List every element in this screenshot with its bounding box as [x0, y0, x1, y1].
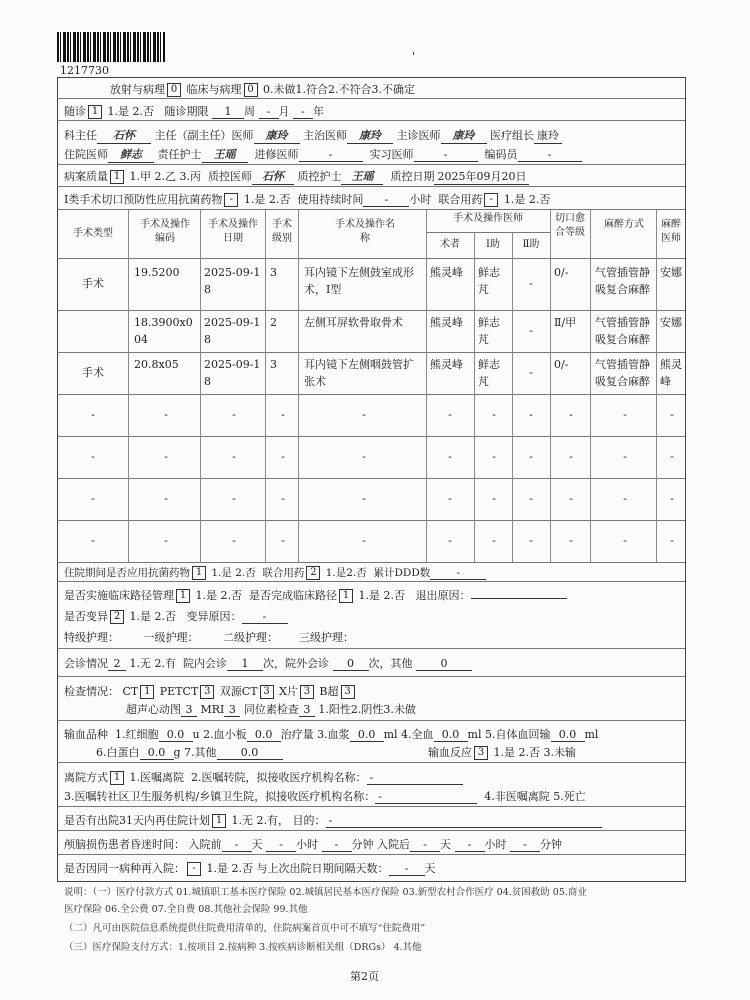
exam-row-1: 检查情况： CT 1 PETCT 3 双源CT 3 X片 3 B超 3 — [64, 683, 357, 699]
header-date: 手术及操作日期 — [208, 219, 258, 244]
cell-anesthetist: 熊灵峰 — [660, 358, 682, 388]
cell-date: - — [232, 534, 236, 547]
cell-anesthesia: - — [623, 534, 627, 547]
cell-incision: - — [569, 450, 573, 463]
note-3: （二）凡可由医院信息系统提供住院费用清单的，住院病案首页中可不填写“住院费用” — [64, 923, 426, 934]
cell-code: 19.5200 — [134, 266, 180, 279]
header-assistant2: Ⅱ助 — [522, 239, 540, 250]
cell-date: 2025-09-18 — [204, 358, 261, 388]
cell-date: - — [232, 408, 236, 421]
note-4: （三）医疗保险支付方式：1.按项目 2.按病种 3.按疾病诊断相关组（DRGs） 4.其他 — [64, 942, 422, 953]
hospital-antibiotic-row: 住院期间是否应用抗菌药物 1 1.是 2.否 联合用药 2 1.是2.否 累计DDD数 - — [64, 565, 486, 580]
header-incision: 切口愈合等级 — [555, 213, 585, 238]
cell-assistant1: 鲜志芃 — [478, 358, 500, 388]
cell-date: 2025-09-18 — [204, 316, 261, 346]
followup-box[interactable]: 1 — [88, 105, 102, 119]
same-disease-readmit-row: 是否因同一病种再入院： - 1.是 2.否 与上次出院日期间隔天数： - 天 — [64, 862, 436, 875]
header-surgeon: 术者 — [440, 239, 460, 250]
header-anesthesia: 麻醉方式 — [604, 219, 644, 230]
cell-type: - — [91, 534, 95, 547]
cell-assistant2: - — [529, 366, 533, 379]
cell-code: - — [164, 534, 168, 547]
team-leader: 康玲 — [534, 127, 562, 144]
mark: ' — [412, 50, 416, 63]
cell-assistant1: - — [492, 450, 496, 463]
chief-signature: 康玲 — [441, 127, 487, 144]
nurse-signature: 王瑶 — [202, 146, 248, 163]
cell-level: 2 — [270, 316, 277, 329]
radiology-pathology-box[interactable]: 0 — [167, 83, 181, 97]
cell-assistant1: - — [492, 408, 496, 421]
staff-row-2: 住院医师 鲜志 责任护士 王瑶 进修医师 - 实习医师 - 编码员 - — [64, 146, 582, 163]
cell-anesthetist: - — [670, 450, 674, 463]
transfusion-reaction: 输血反应 3 1.是 2.否 3.未输 — [428, 746, 576, 759]
cell-type: - — [91, 408, 95, 421]
staff-row-1: 科主任 石怀 主任（副主任）医师 康玲 主治医师 康玲 主诊医师 康玲 医疗组长 康玲 — [64, 127, 562, 144]
nursing-level-row: 特级护理： 一级护理： 二级护理： 三级护理： — [64, 631, 354, 644]
header-surgeons: 手术及操作医师 — [453, 213, 523, 224]
cell-incision: 0/- — [554, 358, 569, 371]
deputy-signature: 康玲 — [254, 127, 300, 144]
cell-surgeon: 熊灵峰 — [430, 266, 463, 279]
cell-surgeon: 熊灵峰 — [430, 358, 463, 371]
resident-signature: 鲜志 — [108, 146, 154, 163]
cell-date: - — [232, 492, 236, 505]
cell-name: - — [362, 408, 366, 421]
cell-anesthesia: - — [623, 492, 627, 505]
cell-anesthetist: - — [670, 534, 674, 547]
cell-type: 手术 — [82, 277, 104, 290]
attending-signature: 康玲 — [347, 127, 393, 144]
note-1: 说明：（一）医疗付款方式 01.城镇职工基本医疗保险 02.城镇居民基本医疗保险 03.新型农村合作医疗 04.贫困救助 05.商业 — [64, 887, 587, 898]
cell-type: - — [91, 450, 95, 463]
cell-code: - — [164, 450, 168, 463]
cell-incision: - — [569, 534, 573, 547]
variation-row: 是否变异 2 1.是 2.否 变异原因： - — [64, 608, 288, 624]
cell-surgeon: - — [448, 450, 452, 463]
discharge-row-2: 3.医嘱转社区卫生服务机构/乡镇卫生院，拟接收医疗机构名称： - 4.非医嘱离院 5.死亡 — [64, 790, 586, 803]
cell-name: 左侧耳屏软骨取骨术 — [304, 316, 403, 329]
cell-code: - — [164, 492, 168, 505]
cell-assistant1: 鲜志芃 — [478, 266, 500, 296]
cell-anesthetist: 安娜 — [660, 316, 682, 329]
cell-anesthetist: - — [670, 492, 674, 505]
cell-date: - — [232, 450, 236, 463]
cell-anesthesia: 气管插管静吸复合麻醉 — [595, 266, 650, 296]
clinical-pathology-box[interactable]: 0 — [244, 83, 258, 97]
quality-row: 病案质量 1 1.甲 2.乙 3.丙 质控医师 石怀 质控护士 王瑶 质控日期 2025年09月20日 — [64, 168, 529, 185]
cell-code: 18.3900x004 — [134, 316, 193, 346]
cell-name: 耳内镜下左侧鼓室成形术，Ⅰ型 — [304, 266, 414, 296]
cell-anesthetist: 安娜 — [660, 266, 682, 279]
cell-code: 20.8x05 — [134, 358, 179, 371]
prophylactic-antibiotic-row: I类手术切口预防性应用抗菌药物 - 1.是 2.否 使用持续时间 - 小时 联合用药 - 1.是 2.否 — [64, 193, 551, 206]
cell-assistant1: - — [492, 492, 496, 505]
readmission-plan-row: 是否有出院31天内再住院计划 1 1.无 2.有， 目的： - — [64, 812, 602, 828]
cell-assistant2: - — [529, 534, 533, 547]
cell-surgeon: - — [448, 534, 452, 547]
cell-assistant2: - — [529, 450, 533, 463]
cell-level: - — [281, 534, 285, 547]
cell-anesthesia: 气管插管静吸复合麻醉 — [595, 358, 650, 388]
barcode-number: 1217730 — [60, 64, 109, 77]
header-level: 手术级别 — [272, 219, 292, 244]
note-2: 医疗保险 06.全公费 07.全自费 08.其他社会保险 99.其他 — [64, 904, 308, 915]
barcode — [57, 32, 165, 62]
consult-row: 会诊情况 2 1.无 2.有 院内会诊 1 次，院外会诊 0 次，其他 0 — [64, 655, 472, 671]
cell-surgeon: - — [448, 492, 452, 505]
transfusion-row-2: 6.白蛋白 0.0 g 7.其他 0.0 — [96, 744, 283, 760]
cell-surgeon: - — [448, 408, 452, 421]
cell-assistant1: - — [492, 534, 496, 547]
qc-nurse-signature: 王瑶 — [341, 168, 383, 185]
cell-assistant2: - — [529, 277, 533, 290]
followup-row: 随诊 1 1.是 2.否 随诊期限 1 周 - 月 - 年 — [64, 105, 324, 118]
cell-anesthesia: 气管插管静吸复合麻醉 — [595, 316, 650, 346]
cell-name: - — [362, 492, 366, 505]
cell-type: - — [91, 492, 95, 505]
pathology-row: 放射与病理 0 临床与病理 0 0.未做1.符合2.不符合3.不确定 — [110, 83, 415, 96]
followup-period-value[interactable]: 1 — [212, 105, 244, 119]
quality-box[interactable]: 1 — [110, 170, 124, 184]
cell-incision: - — [569, 408, 573, 421]
cell-level: 3 — [270, 358, 277, 371]
cell-surgeon: 熊灵峰 — [430, 316, 463, 329]
cell-incision: 0/- — [554, 266, 569, 279]
cell-assistant2: - — [529, 324, 533, 337]
clinical-pathway-row: 是否实施临床路径管理 1 1.是 2.否 是否完成临床路径 1 1.是 2.否 退出原因： — [64, 587, 567, 603]
cell-incision: - — [569, 492, 573, 505]
transfusion-row-1: 输血品种 1.红细胞 0.0 u 2.血小板 0.0 治疗量 3.血浆 0.0 ml 4.全血 0.0 ml 5.自体血回输 0.0 ml — [64, 728, 599, 741]
cell-type: 手术 — [82, 366, 104, 379]
cell-name: 耳内镜下左侧咽鼓管扩张术 — [304, 358, 414, 388]
header-name: 手术及操作名称 — [335, 219, 395, 244]
cell-level: 3 — [270, 266, 277, 279]
page-number: 第2页 — [350, 970, 379, 983]
exam-row-2: 超声心动图 3 MRI 3 同位素检查 3 1.阳性2.阴性3.未做 — [126, 703, 416, 716]
cell-level: - — [281, 408, 285, 421]
director-signature: 石怀 — [97, 127, 151, 144]
cell-assistant2: - — [529, 492, 533, 505]
cell-incision: Ⅱ/甲 — [554, 316, 577, 329]
header-code: 手术及操作编码 — [140, 219, 190, 244]
discharge-row-1: 离院方式 1 1.医嘱离院 2.医嘱转院，拟接收医疗机构名称： - — [64, 769, 463, 785]
cell-assistant2: - — [529, 408, 533, 421]
header-assistant1: Ⅰ助 — [486, 239, 500, 250]
cell-level: - — [281, 450, 285, 463]
cell-name: - — [362, 450, 366, 463]
cell-anesthesia: - — [623, 408, 627, 421]
qc-date[interactable]: 2025年09月20日 — [434, 168, 529, 185]
qc-doctor-signature: 石怀 — [252, 168, 294, 185]
coma-time-row: 颅脑损伤患者昏迷时间： 入院前 - 天 - 小时 - 分钟 入院后 - 天 - 小时 - 分钟 — [64, 838, 562, 851]
cell-anesthesia: - — [623, 450, 627, 463]
cell-anesthetist: - — [670, 408, 674, 421]
cell-name: - — [362, 534, 366, 547]
cell-assistant1: 鲜志芃 — [478, 316, 500, 346]
cell-level: - — [281, 492, 285, 505]
cell-code: - — [164, 408, 168, 421]
header-type: 手术类型 — [73, 228, 113, 239]
cell-date: 2025-09-18 — [204, 266, 261, 296]
header-anesthetist: 麻醉医师 — [661, 219, 681, 244]
